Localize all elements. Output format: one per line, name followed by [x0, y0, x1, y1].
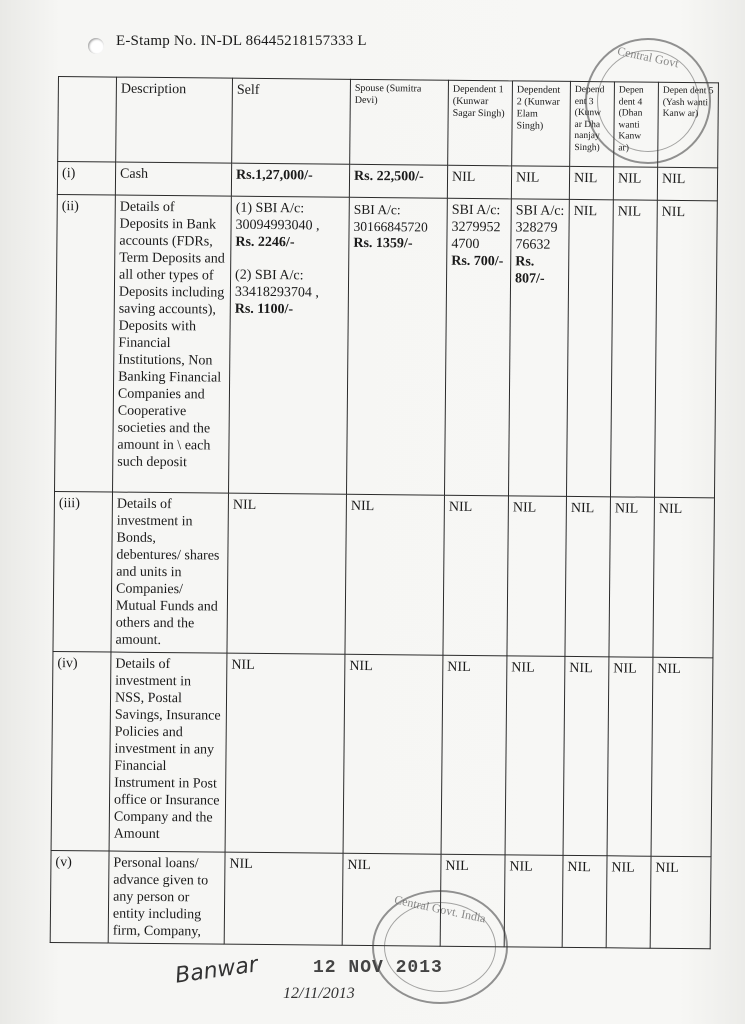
- self-amount-1: Rs. 2246/-: [235, 234, 295, 251]
- row-description: Cash: [115, 162, 231, 196]
- self-account-2: (2) SBI A/c: 33418293704 ,: [234, 267, 320, 301]
- header-description: Description: [116, 77, 233, 163]
- punch-hole: [88, 38, 104, 54]
- dependent-2-value: NIL: [511, 166, 569, 200]
- self-value: NIL: [227, 493, 347, 654]
- row-number: (iv): [51, 651, 111, 851]
- dependent-2-account: SBI A/c: 328279 76632: [515, 203, 565, 253]
- table-row: [53, 491, 715, 657]
- row-number: (iii): [53, 491, 113, 652]
- dependent-1-value: NIL: [440, 854, 505, 947]
- dependent-3-value: NIL: [563, 656, 609, 855]
- header-dependent-5: Depen dent 5 (Yash wanti Kanw ar): [658, 82, 719, 168]
- spouse-value: NIL: [345, 494, 445, 655]
- dependent-4-value: NIL: [607, 657, 653, 856]
- date-stamp: 12 NOV 2013: [313, 958, 443, 978]
- dependent-4-value: NIL: [609, 497, 655, 657]
- row-description: Details of Deposits in Bank accounts (FDRs, Term Deposits and all other types of Deposits including saving accounts), Deposits with Financial Institutions, Non Banking Financial Companies and Cooperative societies and the amount in \ each such deposit: [113, 195, 232, 493]
- self-value: Rs.1,27,000/-: [231, 163, 349, 197]
- self-amount-2: Rs. 1100/-: [234, 301, 294, 318]
- spouse-value: NIL: [343, 654, 443, 854]
- seal-top-text: Central Govt: [616, 43, 681, 71]
- dependent-5-value: NIL: [657, 167, 717, 201]
- self-value: [229, 196, 350, 494]
- dependent-5-value: NIL: [654, 200, 717, 498]
- seal-bottom-text: Central Govt. India: [393, 892, 488, 926]
- dependent-1-value: NIL: [447, 165, 511, 199]
- table-row: [55, 194, 718, 497]
- self-value: NIL: [225, 653, 345, 853]
- row-description: Personal loans/ advance given to any person or entity including firm, Company,: [108, 851, 225, 944]
- row-description: Details of investment in NSS, Postal Savings, Insurance Policies and investment in any Financial Instrument in Post office or Insurance Company and the Amount: [109, 652, 227, 852]
- handwritten-signature: Banwar: [173, 952, 260, 989]
- dependent-1-amount: Rs. 700/-: [451, 253, 504, 270]
- self-account-1: (1) SBI A/c: 30094993040 ,: [235, 200, 320, 234]
- dependent-4-value: NIL: [610, 200, 657, 497]
- header-num-cell: [58, 77, 117, 163]
- dependent-3-value: NIL: [562, 855, 607, 947]
- row-description: Details of investment in Bonds, debentures/ shares and units in Companies/ Mutual Funds and others and the amount.: [111, 492, 229, 653]
- header-dependent-2: Dependent 2 (Kunwar Elam Singh): [512, 81, 571, 167]
- spouse-value: Rs. 22,500/-: [349, 164, 447, 198]
- spouse-value: [346, 197, 447, 495]
- dependent-2-amount: Rs. 807/-: [515, 254, 545, 287]
- dependent-1-value: [444, 198, 511, 496]
- self-value: NIL: [224, 852, 343, 945]
- dependent-2-value: NIL: [507, 496, 567, 657]
- dependent-4-value: NIL: [613, 167, 657, 200]
- row-number: (v): [50, 850, 109, 943]
- dependent-5-value: NIL: [653, 497, 715, 658]
- assets-table: [50, 76, 719, 949]
- spouse-value: NIL: [342, 853, 441, 946]
- dependent-5-value: NIL: [651, 657, 713, 857]
- dependent-1-account: SBI A/c: 3279952 4700: [451, 202, 501, 253]
- signature-date: 12/11/2013: [283, 985, 355, 1002]
- dependent-2-value: NIL: [504, 855, 563, 948]
- dependent-4-value: NIL: [606, 856, 651, 948]
- dependent-1-value: NIL: [443, 495, 509, 656]
- dependent-1-value: NIL: [441, 655, 507, 855]
- header-dependent-3: Depend ent 3 (Kunw ar Dha nanjay Singh): [570, 81, 615, 166]
- header-dependent-1: Dependent 1 (Kunwar Sagar Singh): [448, 80, 513, 166]
- dependent-3-value: NIL: [566, 199, 613, 496]
- stamp-number: E-Stamp No. IN-DL 86445218157333 L: [116, 33, 367, 49]
- dependent-5-value: NIL: [650, 856, 711, 949]
- header-dependent-4: Depen dent 4 (Dhan wanti Kanw ar): [614, 82, 659, 167]
- official-seal-bottom: [372, 890, 508, 1004]
- row-number: (i): [57, 162, 115, 196]
- dependent-3-value: NIL: [565, 496, 611, 656]
- dependent-2-value: [508, 199, 569, 497]
- spouse-amount: Rs. 1359/-: [353, 235, 413, 252]
- official-seal-top: [585, 38, 711, 164]
- dependent-2-value: NIL: [505, 656, 565, 856]
- dependent-3-value: NIL: [569, 166, 613, 199]
- header-self: Self: [232, 78, 351, 164]
- header-spouse: Spouse (Sumitra Devi): [350, 79, 449, 165]
- row-number: (ii): [55, 194, 116, 492]
- table-row: [51, 651, 713, 856]
- spouse-account: SBI A/c: 30166845720: [353, 201, 428, 235]
